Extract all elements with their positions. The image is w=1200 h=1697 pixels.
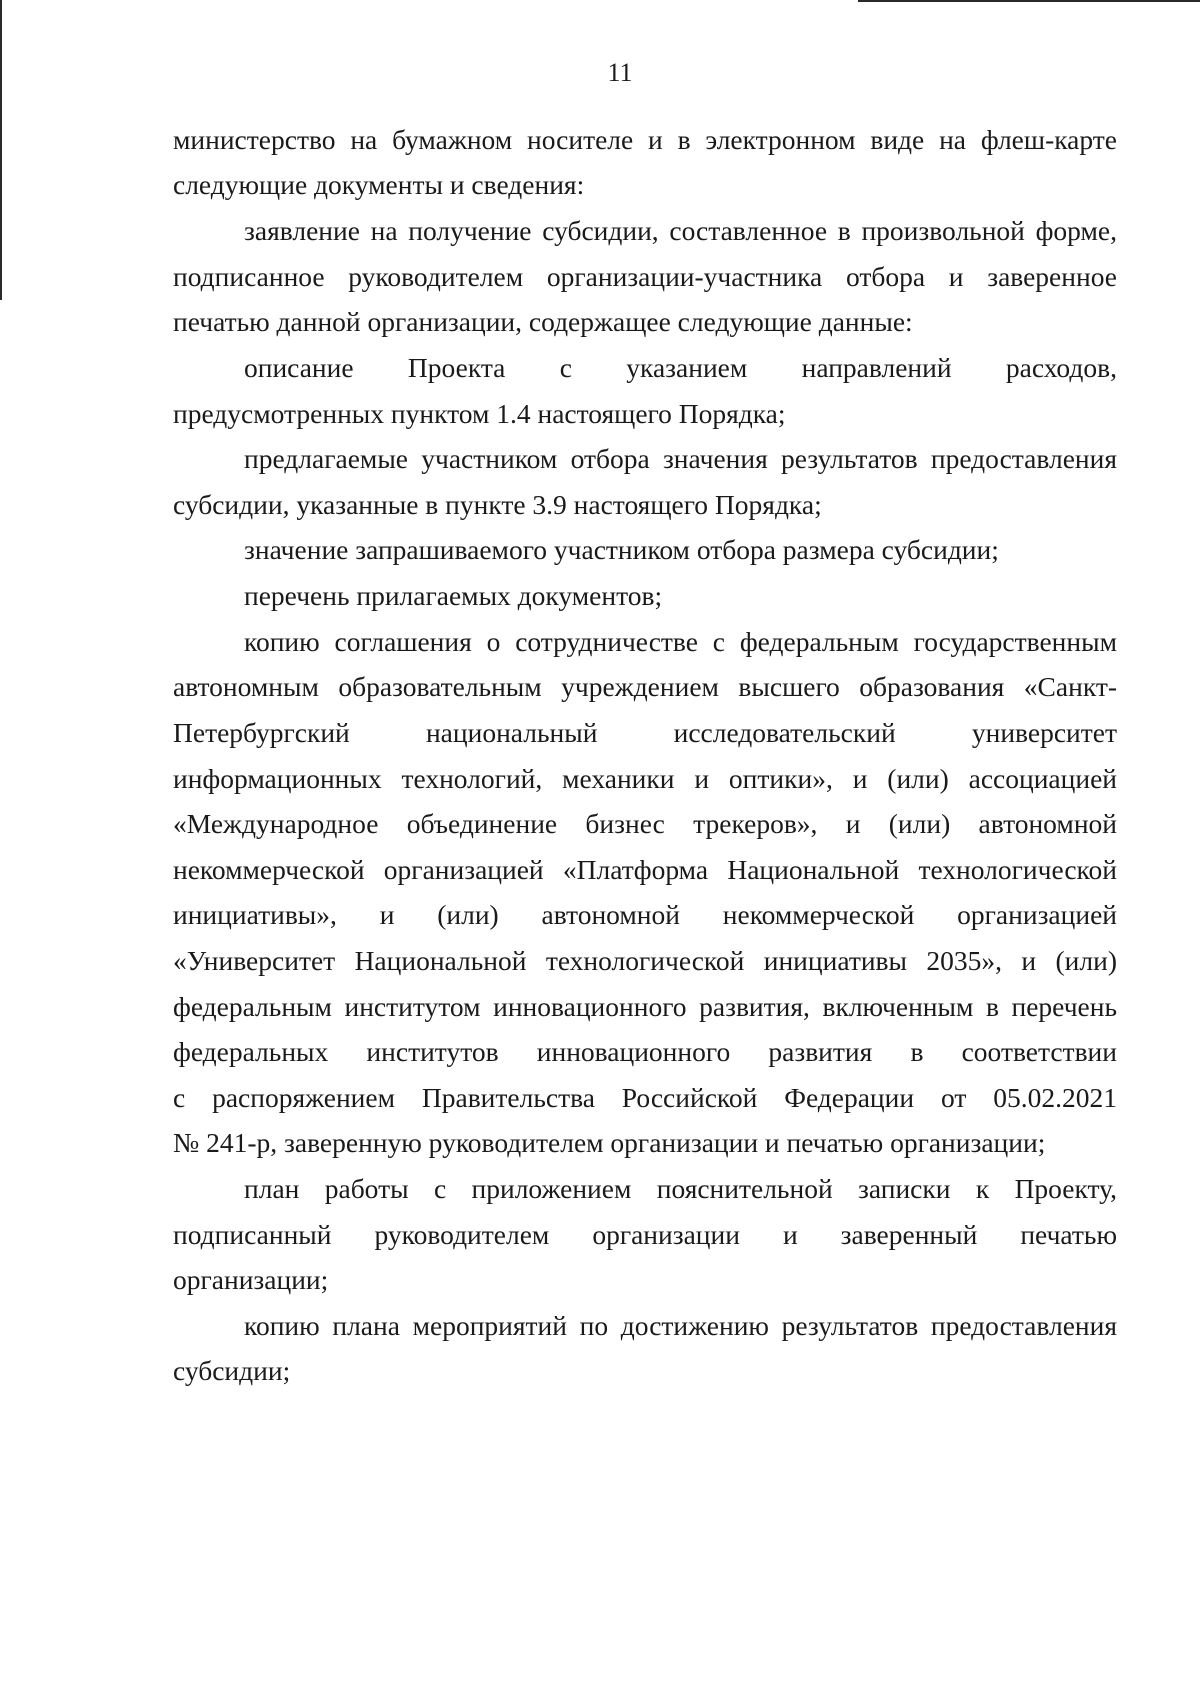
text-line: копию соглашения о сотрудничестве с федеральным государственным — [244, 626, 1117, 657]
text-line: печатью данной организации, содержащее следующие данные: — [173, 306, 913, 337]
text-line: заявление на получение субсидии, составленное в произвольной форме, — [244, 215, 1117, 246]
text-line: федеральным институтом инновационного развития, включенным в перечень — [173, 991, 1117, 1022]
text-line: субсидии, указанные в пункте 3.9 настоящего Порядка; — [173, 489, 822, 520]
text-line: Петербургский национальный исследовательский университет — [173, 717, 1117, 748]
text-line: копию плана мероприятий по достижению результатов предоставления — [244, 1310, 1117, 1341]
text-line: с распоряжением Правительства Российской Федерации от 05.02.2021 — [173, 1082, 1117, 1113]
text-line: значение запрашиваемого участником отбора размера субсидии; — [244, 534, 999, 565]
text-line: подписанное руководителем организации-участника отбора и заверенное — [173, 261, 1117, 292]
text-line: следующие документы и сведения: — [173, 169, 585, 200]
text-line: план работы с приложением пояснительной записки к Проекту, — [244, 1173, 1117, 1204]
text-line: перечень прилагаемых документов; — [244, 580, 663, 611]
text-line: подписанный руководителем организации и заверенный печатью — [173, 1219, 1117, 1250]
text-line: «Университет Национальной технологической инициативы 2035», и (или) — [173, 945, 1117, 976]
text-line: инициативы», и (или) автономной некоммерческой организацией — [173, 899, 1117, 930]
scan-edge-left — [0, 0, 2, 300]
text-line: № 241-р, заверенную руководителем организации и печатью организации; — [173, 1127, 1046, 1158]
text-line: предусмотренных пунктом 1.4 настоящего Порядка; — [173, 398, 786, 429]
text-line: некоммерческой организацией «Платформа Национальной технологической — [173, 854, 1117, 885]
scan-edge-top — [858, 0, 1200, 2]
text-line: федеральных институтов инновационного развития в соответствии — [173, 1036, 1117, 1067]
text-line: предлагаемые участником отбора значения результатов предоставления — [244, 443, 1117, 474]
text-line: автономным образовательным учреждением высшего образования «Санкт- — [173, 671, 1117, 702]
text-line: информационных технологий, механики и оптики», и (или) ассоциацией — [173, 763, 1117, 794]
text-line: министерство на бумажном носителе и в электронном виде на флеш-карте — [173, 124, 1117, 155]
text-line: субсидии; — [173, 1355, 291, 1386]
page-number: 11 — [607, 58, 633, 87]
text-line: «Международное объединение бизнес трекеров», и (или) автономной — [173, 808, 1117, 839]
text-line: организации; — [173, 1264, 329, 1295]
text-line: описание Проекта с указанием направлений расходов, — [244, 352, 1117, 383]
